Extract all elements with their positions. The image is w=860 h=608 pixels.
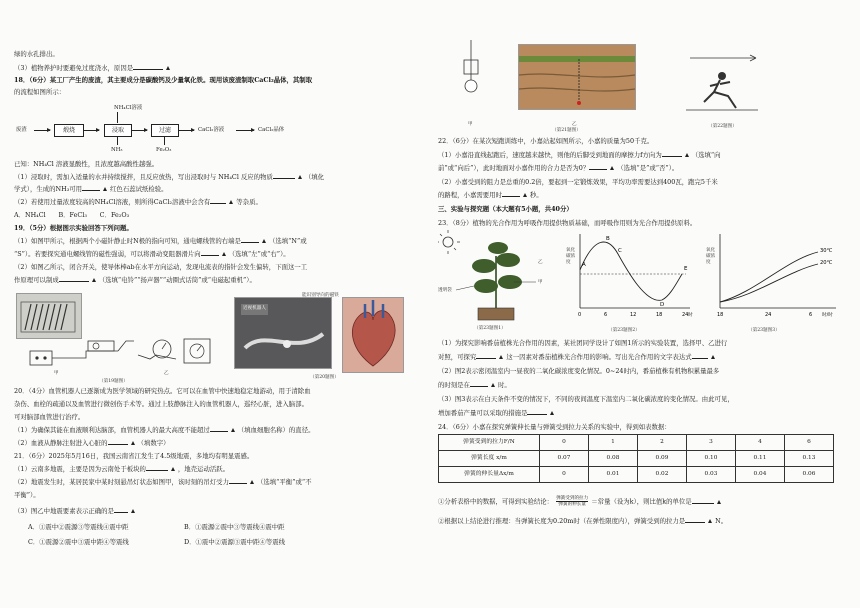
fig21-yi: 乙	[572, 122, 577, 127]
table-cell: 0.11	[736, 451, 785, 467]
table-cell: 0	[540, 467, 589, 483]
text-line: 前”或“向后”），此时地面对小嘉作用的合力是否为0？ （选填“是”或“否”）。	[438, 164, 679, 172]
text-line: ①分析表格中的数据，可得到实验结论： 弹簧受到的拉力 弹簧的伸长量 ＝常量（设为k），则比值k的单位是	[438, 496, 724, 507]
fig20-caption: （第20题图）	[310, 375, 339, 380]
q18-heading: 18．（6分）某工厂产生的废渣，其主要成分是碳酸钙及少量氧化铁。现用该废渣制取CaCl₂晶体，其制取	[14, 76, 313, 84]
table-cell: 0.03	[687, 467, 736, 483]
text-line: 的路程，小嘉需要用时 秒。	[438, 191, 543, 199]
fig23-1-caption: （第23题图1）	[474, 326, 506, 331]
tick-label: 24	[682, 312, 689, 318]
option-21-c: C．①震源②震中③震中距④等震线	[28, 538, 129, 546]
fig23-3-caption: （第23题图3）	[748, 328, 780, 333]
fig-21	[456, 40, 666, 132]
co2-curve	[580, 242, 682, 300]
text-line: 21．（6分）2025年5月16日，我国云南省江发生了4.5级地震，多地均有明显震感。	[14, 452, 254, 460]
flow-nh3: NH₃	[111, 147, 123, 153]
table-cell: 0.08	[589, 451, 638, 467]
point-label: A	[582, 262, 586, 268]
robot-photo	[234, 297, 332, 369]
flow-calcine: 煅烧	[54, 124, 84, 137]
text-line: （3）图3表示在白天条件不变的情况下，不同的夜间温度下温室内二氧化碳浓度的变化情况。由此可见，	[438, 395, 734, 403]
text-line: 增加番茄产量可以采取的措施是	[438, 408, 557, 419]
fig21-caption: （第21题图）	[552, 128, 581, 133]
hanging-lamp	[456, 40, 486, 118]
table-row	[439, 435, 834, 451]
axes	[580, 234, 690, 308]
table-cell: 0.10	[687, 451, 736, 467]
table-cell: 0.13	[785, 451, 834, 467]
fig21-jia: 甲	[468, 122, 473, 127]
option-21-b: B．①震源②震中③等震线④震中距	[184, 523, 285, 531]
tick-label: 6	[604, 312, 608, 318]
fig23-label-water: 透明袋	[438, 288, 452, 293]
table-cell: 1	[589, 435, 638, 451]
table-row-label: 弹簧的伸长量Δx/m	[439, 467, 540, 483]
tick-label: 24	[765, 312, 772, 318]
point-label: D	[660, 302, 665, 308]
table-cell: 0.09	[638, 451, 687, 467]
text-line: （2）血液从静脉注射进入心脏的 （填数字）	[14, 439, 170, 447]
table-cell: 0.06	[785, 467, 834, 483]
table-cell: 4	[736, 435, 785, 451]
text-line: （1）浸取时，需加入适量的水并持续搅拌，且反应放热，写出浸取时与 NH₄Cl 反应的物质 （填化	[14, 173, 325, 181]
series-label: 30℃	[820, 248, 833, 254]
tick-label: 6	[809, 312, 813, 318]
table-cell: 6	[785, 435, 834, 451]
option-21-d: D．①震中②震源③震中距④等震线	[184, 538, 285, 546]
co2-day-graph	[566, 230, 696, 322]
spring-data-table	[438, 434, 834, 483]
text-line: 对照，可探究 这一因素对番茄植株光合作用的影响。写出光合作用的文字表达式	[438, 352, 718, 363]
fig23-2-caption: （第23题图2）	[608, 328, 640, 333]
text-line: 平衡”）。	[14, 491, 40, 499]
sprinter	[676, 46, 766, 118]
text-line: “S”）。若要探究通电螺线管的磁性强弱，可以将滑动变阻器滑片向 （选填“左”或“右”）。	[14, 250, 290, 258]
table-cell: 3	[687, 435, 736, 451]
text-line: 可对脑部血管进行治疗。	[14, 413, 85, 421]
text-line: （2）地震发生时，某居民家中某时刻悬吊灯状态如图甲，该时刻的吊灯受力 （选填“平衡”或“不	[14, 478, 312, 486]
series-label: 20℃	[820, 260, 833, 266]
table-cell: 0.01	[589, 467, 638, 483]
flow-filtrate: CaCl₂溶液	[198, 127, 225, 133]
q24-fraction: 弹簧受到的拉力 弹簧的伸长量	[556, 496, 589, 507]
text-line: 22．（6分）在某次短跑训练中，小嘉站起如图所示，小嘉的质量为50千克。	[438, 137, 654, 145]
fig-20	[232, 291, 422, 379]
fig-yi-label: 乙	[164, 371, 169, 376]
table-cell: 0.04	[736, 467, 785, 483]
text-line: 学式），生成的NH₃可用 红色石蕊试纸检验。	[14, 185, 168, 193]
text-line: （2）图2表示密闭温室内一昼夜的二氧化碳浓度变化情况。0~24时内，番茄植株有机物积累量最多	[438, 367, 720, 375]
tick-label: 12	[630, 312, 637, 318]
table-cell: 0	[540, 435, 589, 451]
series-line	[720, 252, 818, 302]
q18-flowchart	[14, 98, 414, 158]
text-line: （2）小嘉受到的阻力是总重的0.2倍，要起到一定锻炼效果，平均功率需要达到400瓦，跑完5千米	[438, 178, 718, 186]
text-line: （3）图乙中地震要素表示正确的是	[14, 506, 138, 517]
g3-ylabel: 氧化碳浓度	[706, 248, 716, 265]
table-cell: 0.02	[638, 467, 687, 483]
table-cell: 0.07	[540, 451, 589, 467]
text-line: 绿的水孔排出。	[14, 50, 59, 58]
tick-label: 18	[656, 312, 663, 318]
text-line: （1）为探究影响番茄植株光合作用的因素，某社团同学设计了如图1所示的实验装置，选择甲、乙进行	[438, 339, 728, 347]
fig22-caption: （第22题图）	[708, 124, 737, 129]
text-line: 24．（6分）小嘉在探究弹簧伸长量与弹簧受到拉力关系的实验中，得到如表数据：	[438, 423, 671, 431]
point-label: E	[684, 266, 688, 272]
flow-fe2o3: Fe₂O₃	[156, 147, 172, 153]
fig-23	[438, 230, 848, 336]
fig23-label-yi: 乙	[538, 260, 543, 265]
fig-22	[676, 46, 766, 132]
text-line: （1）小嘉沿直线起跑后，速度越来越快，则他的后脚受到地面的摩擦力f方向为 （选填“向	[438, 151, 721, 159]
text-line: （2）如图乙所示，闭合开关，使导体棒ab在水平方向运动，发现电流表的指针会发生偏转，下面这一工	[14, 263, 308, 271]
flow-filter: 过滤	[151, 124, 179, 137]
tick-label: 0	[578, 312, 582, 318]
heart-illustration	[342, 297, 404, 373]
earthquake-block	[518, 44, 636, 110]
table-cell: 2	[638, 435, 687, 451]
text-line: 的时刻是在 时。	[438, 381, 511, 389]
text-line: （1）如图甲所示，根据两个小磁针静止时N极的指向可知，通电螺线管的右端是 （选填“N”或	[14, 237, 307, 245]
text-line: （3）植物养护时要避免过度浇水，原因是	[14, 63, 173, 74]
fig-19	[14, 291, 222, 384]
text-line: 的流程如图所示：	[14, 88, 66, 96]
x-unit: 时	[688, 313, 693, 318]
text-line: ②根据以上结论进行推理：当弹簧长度为0.20m时（在弹性限度内），弹簧受到的拉力是 N。	[438, 517, 728, 525]
text-line: 20．（4分）血管机器人已逐渐成为医学领域的研究热点。它可以在血管中快速地稳定地游动，用于清除血	[14, 387, 311, 395]
text-line: 作原理可以制成 （选填“电铃”“扬声器”“动圈式话筒”或“电磁起重机”）。	[14, 276, 256, 284]
fig23-2	[566, 230, 696, 334]
right-column	[438, 0, 848, 608]
text-line: 杂伤、血栓的疏通以及血管进行微创伤手术等。通过上肢静脉注入的血管机器人，巡经心脏，进入脑部。	[14, 400, 308, 408]
text-line: （2）若使用过量浓度较高的NH₄Cl溶液，则所得CaCl₂溶液中会含有 等杂质。	[14, 198, 262, 206]
fig23-label-jia: 甲	[538, 280, 543, 285]
robot-label: 近视机器人	[241, 304, 268, 315]
table-row-label: 弹簧受到的拉力F/N	[439, 435, 540, 451]
point-label: C	[618, 248, 622, 254]
option-21-a: A．①震中②震源③等震线④震中距	[28, 523, 129, 531]
circuit-diagram	[26, 337, 216, 373]
q19-heading: 19．（5分）根据图示实验回答下列问题。	[14, 224, 133, 232]
fig-jia-label: 甲	[54, 371, 59, 376]
text-line: 已知：NH₄Cl 溶液显酸性，且浓度越高酸性越强。	[14, 160, 159, 168]
section-3-heading: 三、实验与探究题（本大题有5小题，共40分）	[438, 205, 573, 213]
magnet-label: 能识别导向的磁铁	[302, 293, 339, 298]
fig19-caption: （第19题图）	[99, 379, 128, 384]
text-line: 23．（8分）植物的光合作用为呼吸作用提供物质基础，而呼吸作用则为光合作用提供原料。	[438, 219, 697, 227]
table-row	[439, 451, 834, 467]
g2-ylabel: 氧化碳浓度	[566, 248, 576, 265]
table-row-label: 弹簧长度 x/m	[439, 451, 540, 467]
flow-nh4cl: NH₄Cl溶液	[114, 105, 143, 111]
x-unit: 时/时	[822, 313, 833, 318]
flow-waste: 废渣	[16, 127, 27, 133]
text-line: （1）云南多地震，主要是因为云南处于板块的 ，地壳运动活跃。	[14, 465, 230, 473]
fig23-1	[438, 230, 556, 330]
point-label: B	[606, 236, 610, 242]
text-line: （1）为确保其能在血液顺利达脑部，血管机器人的最大高度不能超过 （填血细胞名称）的直径。	[14, 426, 315, 434]
co2-night-graph	[706, 230, 846, 322]
flow-leach: 浸取	[104, 124, 132, 137]
solenoid-photo	[16, 293, 82, 339]
left-column	[14, 0, 426, 608]
options-18: A．NH₄Cl B．FeCl₃ C．Fe₂O₃	[14, 211, 130, 219]
tick-label: 18	[717, 312, 724, 318]
fig23-3	[706, 230, 846, 334]
table-row	[439, 467, 834, 483]
flow-crystal: CaCl₂晶体	[258, 127, 285, 133]
